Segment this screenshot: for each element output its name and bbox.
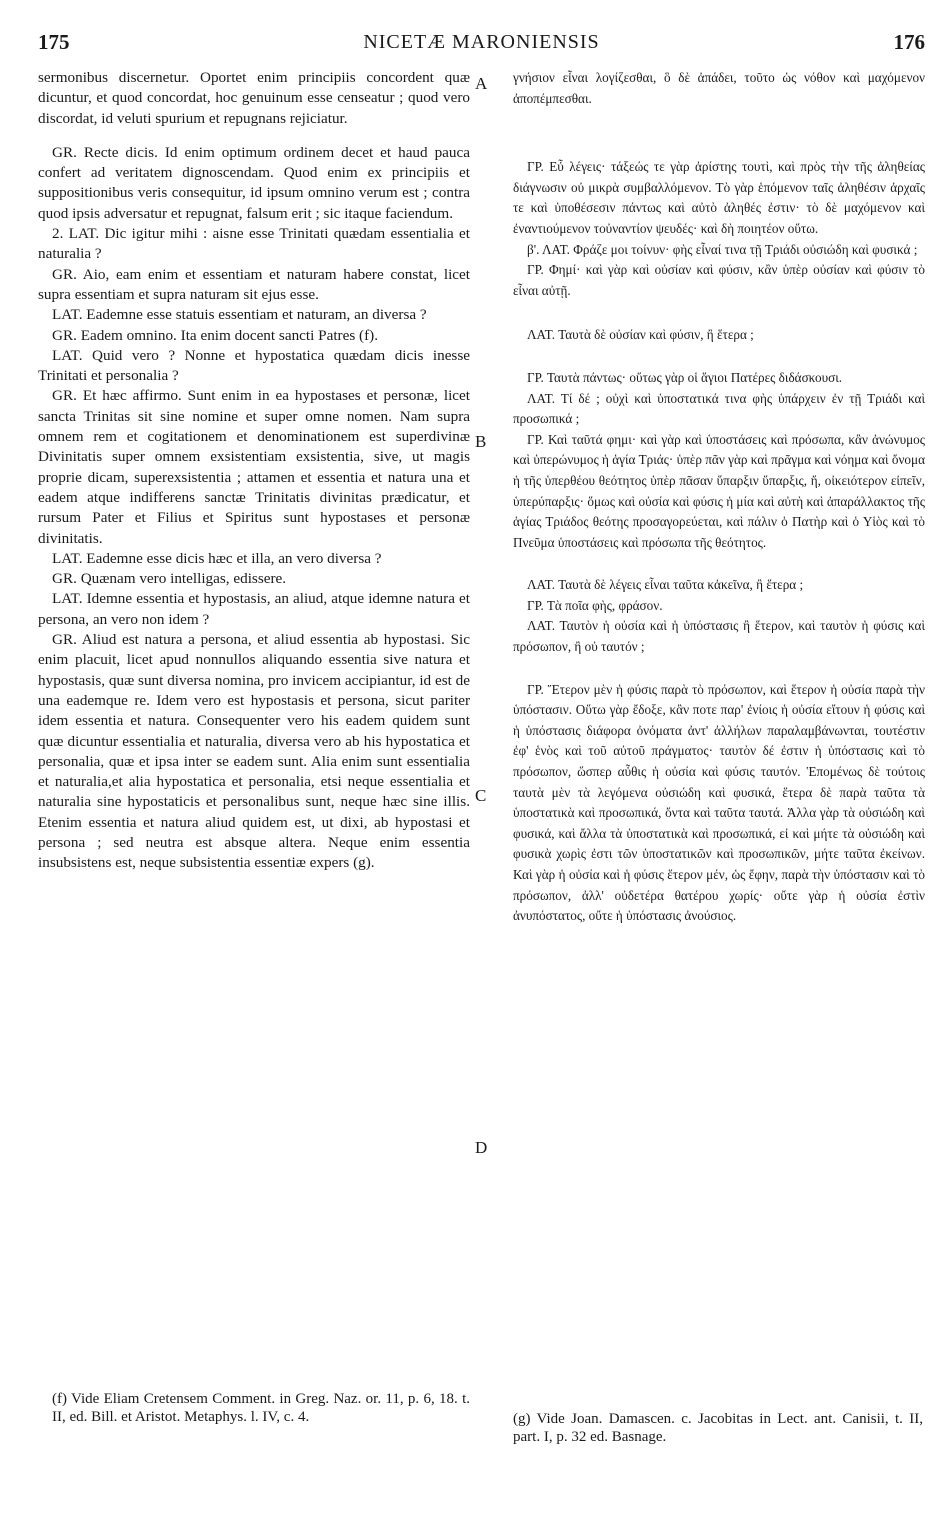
greek-paragraph: ΛΑΤ. Ταυτὰ δὲ οὐσίαν καὶ φύσιν, ἢ ἕτερα ;: [527, 327, 754, 343]
margin-letter-a: A: [475, 74, 488, 93]
greek-paragraph: ΓΡ. Τὰ ποῖα φὴς, φράσον.: [527, 597, 663, 613]
latin-paragraph: GR. Aio, eam enim et essentiam et naturam habere constat, licet supra essentiam et supra naturam sit ejus esse.: [38, 265, 470, 303]
greek-paragraph: ΛΑΤ. Ταυτὸν ἡ οὐσία καὶ ἡ ὑπόστασις ἢ ἕτερον, καὶ ταυτὸν ἡ φύσις καὶ πρόσωπον, ἢ οὐ ταυτόν ;: [513, 618, 925, 655]
latin-paragraph: 2. LAT. Dic igitur mihi : aisne esse Trinitati quædam essentialia et naturalia ?: [38, 225, 470, 263]
greek-paragraph: β'. ΛΑΤ. Φράζε μοι τοίνυν· φὴς εἶναί τινα τῇ Τριάδι οὐσιώδη καὶ φυσικά ;: [527, 241, 918, 257]
greek-column: [513, 68, 925, 927]
latin-paragraph: sermonibus discernetur. Oportet enim principiis concordent quæ dicuntur, et quod concordat, hoc genuinum esse censeatur ; quod vero discordat, id veluti spurium et repugnans rejiciatur.: [38, 69, 470, 127]
latin-paragraph: GR. Quænam vero intelligas, edissere.: [52, 570, 287, 588]
greek-paragraph: ΓΡ. Εὖ λέγεις· τάξεώς τε γὰρ ἀρίστης τουτὶ, καὶ πρὸς τὴν τῆς ἀληθείας διάγνωσιν οὐ μικρὰ συμβαλλόμενον. Τὸ γὰρ ἑπόμενον ταῖς ἀληθέσιν ἀρχαῖς τε καὶ ὑποθέσεσιν πάντως καὶ αὐτὸ ἀληθές ἐστιν· τὸ δὲ μαχόμενον καὶ ἐναντιούμενον τοὐναντίον ψευδές· καὶ δὴ ποιητέον οὕτω.: [513, 159, 925, 236]
greek-paragraph: ΓΡ. Φημί· καὶ γὰρ καὶ οὐσίαν καὶ φύσιν, κἂν ὑπὲρ οὐσίαν καὶ φύσιν τὸ εἶναι αὐτῇ.: [513, 262, 925, 298]
right-page-number: 176: [893, 30, 925, 54]
greek-paragraph: ΓΡ. Ἕτερον μὲν ἡ φύσις παρὰ τὸ πρόσωπον, καὶ ἕτερον ἡ οὐσία παρὰ τὴν ὑπόστασιν. Οὕτω γὰρ ἔδοξε, κἂν ποτε παρ' ἐνίοις ἡ οὐσία εἴτουν ἡ φύσις καὶ ἡ ὑπόστασις διάφορα ὀνόματα ἀντ' ἀλλήλων παραλαμβάνωνται, τουτέστιν ἐφ' ἑνὸς καὶ τοῦ αὐτοῦ πράγματος· ταυτὸν δέ ἐστιν ἡ ὑπόστασις καὶ τὸ πρόσωπον, ὥσπερ αὖθις ἡ οὐσία καὶ φύσις ταυτόν. Ἑπομένως δὲ τούτοις ταυτὰ μὲν τὰ λεγόμενα οὐσιώδη καὶ φυσικά, ἕτερα δὲ παρὰ ταῦτα τὰ ὑποστατικὰ καὶ προσωπικά, ὄντα καὶ ταῦτα ταυτά. Ἀλλα γὰρ τὰ οὐσιώδη καὶ φυσικά, καὶ ἄλλα τὰ ὑποστατικὰ καὶ προσωπικά, εἰ καὶ μήτε τὰ οὐσιώδη καὶ φυσικὰ χωρὶς ἐστι τῶν ὑποστατικῶν καὶ προσωπικῶν, μήτε ταῦτα ἐκείνων. Καὶ γὰρ ἡ οὐσία καὶ ἡ φύσις ἕτερον μέν, ὡς ἔφην, παρὰ τὴν ὑπόστασιν καὶ τὸ πρόσωπον, ἀλλ' οὐδετέρα θατέρου χωρίς· οὔτε γὰρ ἡ οὐσία ἐστὶν ἀνυπόστατος, οὔτε ἡ ὑπόστασις ἀνούσιος.: [513, 681, 925, 924]
greek-paragraph: γνήσιον εἶναι λογίζεσθαι, ὃ δὲ ἀπάδει, τοῦτο ὡς νόθον καὶ μαχόμενον ἀποπέμπεσθαι.: [513, 70, 925, 106]
footnote-f: (f) Vide Eliam Cretensem Comment. in Greg. Naz. or. 11, p. 6, 18. t. II, ed. Bill. et Aristot. Metaphys. l. IV, c. 4.: [52, 1391, 470, 1425]
latin-paragraph: LAT. Eademne esse statuis essentiam et naturam, an diversa ?: [52, 306, 427, 324]
latin-paragraph: LAT. Quid vero ? Nonne et hypostatica quædam dicis inesse Trinitati et personalia ?: [38, 346, 470, 385]
latin-paragraph: GR. Aliud est natura a persona, et aliud essentia ab hypostasi. Sic enim placuit, licet apud nonnullos aliquando essentia sive natura et hypostasis, quæ sunt diversa nomina, pro invicem accipiantur, id est de una eademque re. Idem vero est hypostasis et persona, sicut pariter idem essentia et natura. Consequenter vero his eadem quidem sunt quæ dicuntur essentialia et naturalia, diversa vero ab his hypostatica et personalia, quæ et ipsa inter se eadem sunt. Alia enim sunt essentialia et naturalia,et alia hypostatica et personalia, etsi neque essentialia et naturalia sine hypostaticis et personalibus sunt, neque hæc sine illis. Etenim essentia et natura aliud quidem est, ut dixi, ab hypostasi et persona ; sed neutra est absque altera. Neque enim essentia insubsistens est, neque subsistentia essentiæ expers (g).: [38, 631, 470, 872]
latin-paragraph: LAT. Idemne essentia et hypostasis, an aliud, atque idemne natura et persona, an vero non idem ?: [38, 590, 470, 628]
footnote-g: (g) Vide Joan. Damascen. c. Jacobitas in Lect. ant. Canisii, t. II, part. I, p. 32 ed. Basnage.: [513, 1411, 923, 1445]
latin-paragraph: GR. Et hæc affirmo. Sunt enim in ea hypostases et personæ, licet sancta Trinitas sit sine nomine et super omne nomen. Nam supra omnem rem et cogitationem et denominationem est superdivinæ Divinitatis super omnem exsistentiam exsistentia, sive, ut magis proprie dicam, superexsistentia ; attamen et essentia et natura una et eadem atque indifferens sanctæ Trinitatis divinitas prædicatur, et rursum Pater et Filius et Spiritus sunt hypostases et personæ divinitatis.: [38, 387, 470, 547]
latin-paragraph: GR. Eadem omnino. Ita enim docent sancti Patres (f).: [52, 326, 379, 344]
margin-letter-b: B: [475, 432, 487, 451]
latin-paragraph: GR. Recte dicis. Id enim optimum ordinem decet et haud pauca confert ad veritatem dignoscendam. Quod enim ex principiis et suppositionibus veris consequitur, id ipsum omnino verum est ; contra quod ipsis adversatur et repugnat, falsum erit ; sic itaque faciendum.: [38, 143, 470, 222]
margin-letter-c: C: [475, 786, 487, 805]
page-header: [38, 30, 925, 60]
greek-paragraph: ΛΑΤ. Ταυτὰ δὲ λέγεις εἶναι ταῦτα κἀκεῖνα, ἢ ἕτερα ;: [527, 577, 804, 593]
greek-paragraph: ΓΡ. Καὶ ταῦτά φημι· καὶ γὰρ καὶ ὑποστάσεις καὶ πρόσωπα, κἂν ἀνώνυμος καὶ ὑπερώνυμος ἡ ἁγία Τριάς· ὑπὲρ πᾶν γὰρ καὶ πρᾶγμα καὶ νόημα καὶ ὄνομα ἡ τῆς ὑπερθέου θεότητος ὑπὲρ πᾶσαν ὕπαρξιν ὕπαρξις, ἤ, οἰκειότερον εἰπεῖν, ὑπερύπαρξις· ὅμως καὶ οὐσία καὶ φύσις ἡ μία καὶ αὐτὴ καὶ ἀπαράλλακτος τῆς ἁγίας Τριάδος θεότης προσαγορεύεται, καὶ πάλιν ὁ Πατὴρ καὶ ὁ Υἱὸς καὶ τὸ Πνεῦμα ὑποστάσεις καὶ πρόσωπα τῆς θεότητος.: [513, 431, 925, 550]
latin-paragraph: LAT. Eademne esse dicis hæc et illa, an vero diversa ?: [52, 549, 382, 567]
left-page-number: 175: [38, 30, 70, 54]
greek-paragraph: ΓΡ. Ταυτὰ πάντως· οὕτως γὰρ οἱ ἅγιοι Πατέρες διδάσκουσι.: [527, 369, 843, 385]
latin-column: [38, 68, 470, 874]
greek-paragraph: ΛΑΤ. Τί δέ ; οὐχὶ καὶ ὑποστατικά τινα φὴς ὑπάρχειν ἐν τῇ Τριάδι καὶ προσωπικά ;: [513, 390, 925, 427]
running-title: NICETÆ MARONIENSIS: [363, 31, 600, 53]
margin-letter-d: D: [475, 1138, 488, 1157]
